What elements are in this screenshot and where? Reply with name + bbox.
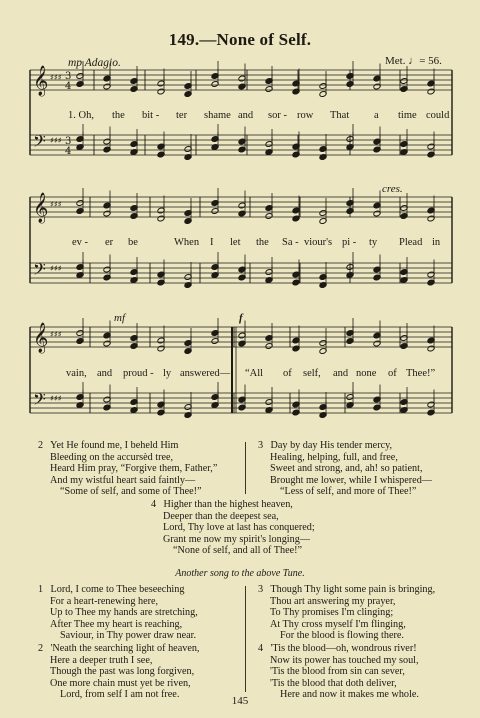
hymn-number: 149. bbox=[168, 30, 200, 49]
song2-verse-2 bbox=[38, 643, 199, 701]
verse-number: 3 bbox=[258, 440, 264, 451]
lyric-syllable: er bbox=[105, 237, 114, 248]
verse-line: 'Tis the blood—oh, wondrous river! bbox=[270, 643, 417, 654]
lyric-syllable: the bbox=[112, 110, 125, 121]
verse-line: Though the past was long forgiven, bbox=[50, 666, 195, 678]
hymn-name: None of Self. bbox=[216, 30, 312, 49]
verse-line: Healing, helping, full, and free, bbox=[270, 451, 398, 463]
lyric-syllable: Plead bbox=[399, 237, 423, 248]
lyric-syllable: ty bbox=[369, 237, 378, 248]
lyric-syllable: the bbox=[256, 237, 269, 248]
verse-line: 'Tis the blood that doth deliver, bbox=[270, 677, 397, 689]
lyric-syllable: That bbox=[330, 110, 350, 121]
lyric-syllable: be bbox=[128, 237, 138, 248]
lyric-syllable: time bbox=[398, 110, 417, 121]
lyric-syllable: and bbox=[97, 368, 113, 379]
lyric-syllable: proud - bbox=[123, 368, 154, 379]
lyric-syllable: vain, bbox=[66, 368, 87, 379]
verse-line: And my wistful heart said faintly— bbox=[50, 474, 196, 486]
verse-line: “Less of self, and more of Thee!” bbox=[280, 486, 417, 498]
verse-line: For a heart-renewing here, bbox=[50, 595, 159, 607]
verse-divider bbox=[245, 442, 246, 494]
verse-2 bbox=[38, 440, 217, 498]
verse-line: One more chain must yet be riven, bbox=[50, 677, 191, 689]
verse-number: 1 bbox=[38, 584, 44, 595]
verse-line: Higher than the highest heaven, bbox=[163, 499, 293, 510]
lyric-syllable: ev - bbox=[72, 237, 89, 248]
verse-line: 'Neath the searching light of heaven, bbox=[50, 643, 200, 654]
lyric-syllable: shame bbox=[204, 110, 231, 121]
verse-line: Now its power has touched my soul, bbox=[270, 654, 419, 666]
verse-line: Lord, Thy love at last has conquered; bbox=[163, 522, 315, 534]
verse-number: 3 bbox=[258, 584, 264, 595]
lyric-syllable: Thee!” bbox=[406, 368, 436, 379]
music-glyph: 𝄞 bbox=[33, 66, 49, 96]
verse-line: Day by day His tender mercy, bbox=[270, 440, 393, 451]
verse-number: 4 bbox=[258, 643, 264, 654]
music-glyph: 𝄢 bbox=[33, 389, 46, 413]
music-glyph: 𝄞 bbox=[33, 193, 49, 223]
lyric-syllable: I bbox=[210, 237, 214, 248]
verse-line: Thou art answering my prayer, bbox=[270, 595, 396, 607]
verse-4 bbox=[151, 499, 315, 557]
verse-line: “None of self, and all of Thee!” bbox=[173, 545, 303, 557]
lyric-syllable: let bbox=[230, 237, 241, 248]
page-number: 145 bbox=[231, 695, 249, 707]
verse-line: Here a deeper truth I see, bbox=[50, 654, 153, 666]
music-glyph: ♯♯♯ bbox=[50, 73, 62, 82]
music-glyph: 3 bbox=[65, 136, 72, 147]
verse-line: Grant me now my spirit's longing— bbox=[163, 533, 310, 545]
verse-line: 'Tis the blood from sin can sever, bbox=[270, 666, 405, 678]
verse-line: Heard Him pray, “Forgive them, Father,” bbox=[50, 463, 218, 475]
lyric-syllable: ter bbox=[176, 110, 188, 121]
lyric-syllable: bit - bbox=[142, 110, 160, 121]
verse-line: Up to Thee my hands are stretching, bbox=[50, 607, 198, 619]
lyric-syllable: When bbox=[174, 237, 200, 248]
lyric-syllable: ly bbox=[163, 368, 172, 379]
song2-verse-3 bbox=[258, 584, 435, 642]
lyric-syllable: sor - bbox=[268, 110, 287, 121]
music-glyph: ♯♯♯ bbox=[50, 136, 62, 145]
verse-line: Lord, I come to Thee beseeching bbox=[50, 584, 185, 595]
verse-line: Bleeding on the accursèd tree, bbox=[50, 451, 174, 463]
lyric-syllable: pi - bbox=[342, 237, 357, 248]
lyric-syllable: and bbox=[238, 110, 254, 121]
song2-verse-4 bbox=[258, 643, 419, 701]
verse-line: Here and now it makes me whole. bbox=[280, 689, 419, 701]
music-glyph: ♯♯♯ bbox=[50, 394, 62, 403]
verse-line: Though Thy light some pain is bringing, bbox=[270, 584, 436, 595]
verse-divider bbox=[245, 586, 246, 692]
verse-line: For the blood is flowing there. bbox=[280, 630, 404, 642]
music-glyph: ♯♯♯ bbox=[50, 200, 62, 209]
tempo-marking: mp Adagio. bbox=[68, 57, 121, 69]
music-glyph: ♯♯♯ bbox=[50, 264, 62, 273]
verse-line: Yet He found me, I beheld Him bbox=[50, 440, 179, 451]
lyric-syllable: self, bbox=[303, 368, 321, 379]
title-dash: — bbox=[199, 30, 217, 49]
verse-line: At Thy cross myself I'm flinging, bbox=[270, 618, 406, 630]
verse-line: “Some of self, and some of Thee!” bbox=[60, 486, 202, 498]
verse-number: 2 bbox=[38, 440, 44, 451]
music-glyph: 𝄞 bbox=[33, 323, 49, 353]
music-glyph: 4 bbox=[65, 146, 72, 157]
lyric-syllable: none bbox=[356, 368, 377, 379]
lyric-syllable: row bbox=[297, 110, 314, 121]
verse-number: 2 bbox=[38, 643, 44, 654]
metronome-marking: Met. ♩= 56. bbox=[385, 55, 442, 67]
dynamic-f: f bbox=[239, 312, 243, 324]
lyric-syllable: a bbox=[374, 110, 379, 121]
music-glyph: 3 bbox=[65, 71, 72, 82]
music-glyph: 𝄢 bbox=[33, 131, 46, 155]
dynamic-cres: cres. bbox=[382, 183, 403, 195]
lyric-syllable: of bbox=[388, 368, 397, 379]
lyric-syllable: could bbox=[426, 110, 450, 121]
lyric-syllable: “All bbox=[245, 368, 264, 379]
lyric-syllable: 1. Oh, bbox=[68, 110, 94, 121]
verse-line: Saviour, in Thy power draw near. bbox=[60, 630, 197, 642]
verse-3 bbox=[258, 440, 432, 498]
dynamic-mf: mf bbox=[114, 312, 125, 324]
verse-number: 4 bbox=[151, 499, 157, 510]
verse-line: After Thee my heart is reaching, bbox=[50, 618, 183, 630]
lyric-syllable: Sa - bbox=[282, 237, 299, 248]
verse-line: Brought me lower, while I whispered— bbox=[270, 474, 432, 486]
lyric-syllable: in bbox=[432, 237, 441, 248]
music-glyph: ♯♯♯ bbox=[50, 330, 62, 339]
verse-line: To Thy promises I'm clinging; bbox=[270, 607, 394, 619]
verse-line: Lord, from self I am not free. bbox=[60, 689, 180, 701]
lyric-syllable: answered— bbox=[180, 368, 231, 379]
music-glyph: 4 bbox=[65, 81, 72, 92]
song2-verse-1 bbox=[38, 584, 198, 642]
lyric-syllable: and bbox=[333, 368, 349, 379]
verse-line: Deeper than the deepest sea, bbox=[163, 510, 279, 522]
lyric-syllable: viour's bbox=[304, 237, 333, 248]
lyric-syllable: of bbox=[283, 368, 292, 379]
verse-line: Sweet and strong, and, ah! so patient, bbox=[270, 463, 423, 475]
music-glyph: 𝄢 bbox=[33, 259, 46, 283]
another-song-heading: Another song to the above Tune. bbox=[175, 568, 305, 579]
